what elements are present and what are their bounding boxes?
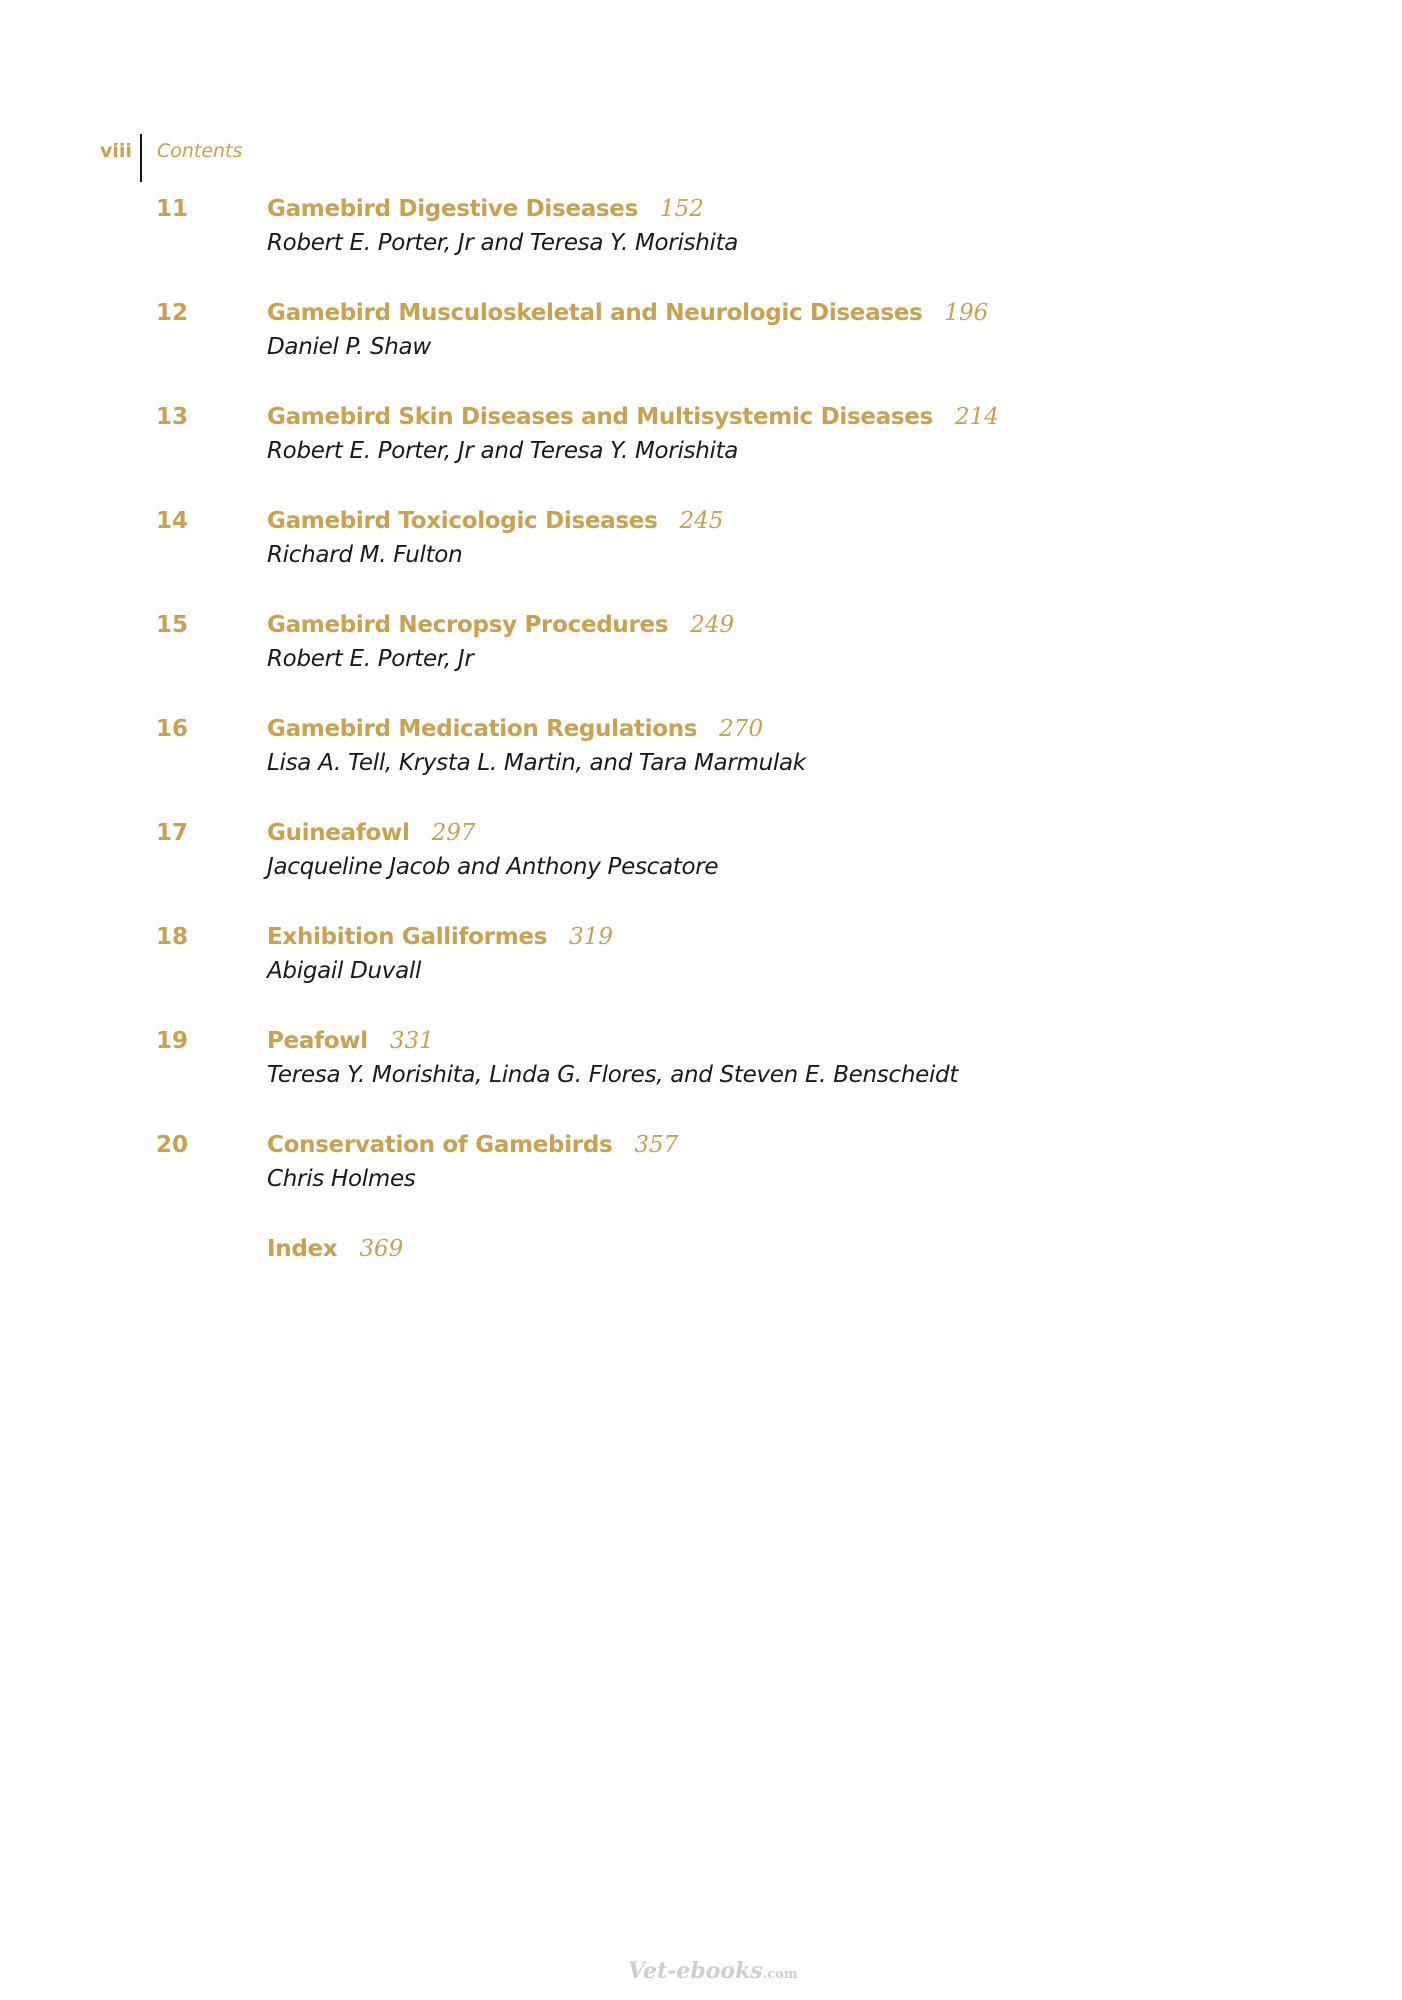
toc-entry (156, 924, 1256, 1028)
table-of-contents (156, 196, 1256, 1340)
chapter-page-number[interactable]: 214 (954, 404, 999, 430)
toc-entry (156, 1028, 1256, 1132)
chapter-title-line (267, 612, 734, 638)
chapter-page-number[interactable]: 249 (690, 612, 735, 638)
chapter-title-line (267, 300, 988, 326)
chapter-title-link[interactable]: Gamebird Musculoskeletal and Neurologic Diseases (267, 300, 923, 326)
chapter-title-link[interactable]: Gamebird Skin Diseases and Multisystemic Diseases (267, 404, 933, 430)
chapter-authors: Robert E. Porter, Jr and Teresa Y. Morishita (267, 230, 739, 256)
chapter-title-link[interactable]: Gamebird Medication Regulations (267, 716, 698, 742)
chapter-number: 18 (156, 924, 189, 950)
watermark-suffix: .com (762, 1967, 798, 1982)
page-folio: viii (100, 140, 132, 162)
toc-entry-index (156, 1236, 1256, 1340)
chapter-page-number[interactable]: 331 (389, 1028, 434, 1054)
chapter-page-number[interactable]: 319 (569, 924, 613, 950)
toc-entry (156, 404, 1256, 508)
chapter-title-line (267, 196, 704, 222)
chapter-authors: Teresa Y. Morishita, Linda G. Flores, and Steven E. Benscheidt (267, 1062, 959, 1088)
toc-entry (156, 1132, 1256, 1236)
chapter-title-link[interactable]: Gamebird Digestive Diseases (267, 196, 638, 222)
chapter-number: 12 (156, 300, 189, 326)
chapter-authors: Chris Holmes (267, 1166, 416, 1192)
chapter-number: 14 (156, 508, 189, 534)
index-link[interactable]: Index (267, 1236, 338, 1262)
chapter-title-link[interactable]: Gamebird Necropsy Procedures (267, 612, 669, 638)
chapter-title-line (267, 1028, 434, 1054)
toc-entry (156, 196, 1256, 300)
chapter-authors: Richard M. Fulton (267, 542, 463, 568)
watermark-logo (628, 1958, 798, 1984)
chapter-number: 15 (156, 612, 189, 638)
chapter-page-number[interactable]: 245 (679, 508, 724, 534)
chapter-number: 16 (156, 716, 189, 742)
chapter-title-line (267, 1132, 678, 1158)
toc-entry (156, 716, 1256, 820)
chapter-title-link[interactable]: Exhibition Galliformes (267, 924, 548, 950)
chapter-title-link[interactable]: Gamebird Toxicologic Diseases (267, 508, 658, 534)
chapter-title-link[interactable]: Conservation of Gamebirds (267, 1132, 613, 1158)
toc-entry (156, 300, 1256, 404)
chapter-page-number[interactable]: 196 (944, 300, 989, 326)
chapter-authors: Daniel P. Shaw (267, 334, 431, 360)
chapter-title-line (267, 404, 999, 430)
chapter-number: 11 (156, 196, 189, 222)
chapter-number: 13 (156, 404, 189, 430)
chapter-title-line (267, 820, 475, 846)
chapter-title-line (267, 716, 763, 742)
chapter-number: 19 (156, 1028, 189, 1054)
toc-entry (156, 820, 1256, 924)
watermark-text: Vet-ebooks (628, 1958, 763, 1984)
chapter-page-number[interactable]: 152 (660, 196, 704, 222)
chapter-page-number[interactable]: 297 (431, 820, 476, 846)
chapter-title-link[interactable]: Guineafowl (267, 820, 410, 846)
chapter-page-number[interactable]: 270 (719, 716, 764, 742)
chapter-page-number[interactable]: 357 (634, 1132, 679, 1158)
chapter-authors: Lisa A. Tell, Krysta L. Martin, and Tara Marmulak (267, 750, 806, 776)
chapter-number: 17 (156, 820, 189, 846)
index-page-number[interactable]: 369 (359, 1236, 404, 1262)
chapter-title-line (267, 508, 723, 534)
chapter-authors: Robert E. Porter, Jr and Teresa Y. Morishita (267, 438, 739, 464)
chapter-number: 20 (156, 1132, 189, 1158)
chapter-authors: Jacqueline Jacob and Anthony Pescatore (267, 854, 719, 880)
chapter-title-link[interactable]: Peafowl (267, 1028, 368, 1054)
running-head (100, 134, 242, 182)
chapter-authors: Robert E. Porter, Jr (267, 646, 474, 672)
chapter-authors: Abigail Duvall (267, 958, 422, 984)
toc-entry (156, 612, 1256, 716)
chapter-title-line (267, 924, 613, 950)
running-head-title: Contents (156, 140, 243, 162)
toc-entry (156, 508, 1256, 612)
index-title-line (267, 1236, 403, 1262)
